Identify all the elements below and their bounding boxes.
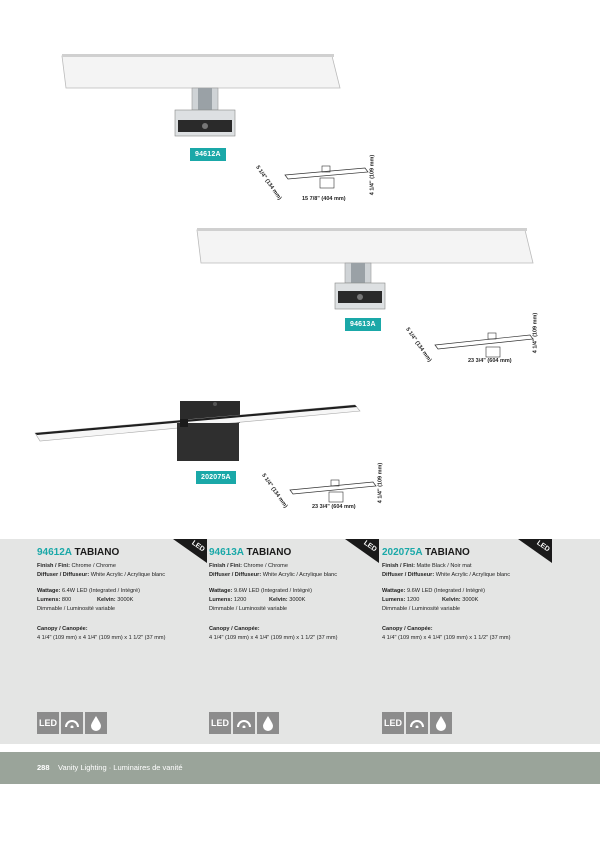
finish-line: [37, 563, 116, 569]
lumens-value: 1200: [233, 597, 247, 603]
lumens-line: [37, 597, 71, 603]
product-name: TABIANO: [74, 547, 120, 558]
feature-icons: [382, 712, 452, 734]
canopy-value: 4 1/4" (109 mm) x 4 1/4" (109 mm) x 1 1/2" (37 mm): [382, 635, 511, 641]
product-code: 94612A: [37, 547, 72, 558]
kelvin-line: [97, 597, 133, 603]
finish-line: [382, 563, 472, 569]
product-title: [382, 547, 470, 558]
spec-column-202075A: [382, 539, 552, 739]
lumens-value: 800: [61, 597, 72, 603]
led-corner-badge: [345, 539, 379, 563]
led-icon: LED: [37, 712, 59, 734]
black-vanity-light: [30, 395, 370, 465]
finish-line: [209, 563, 288, 569]
product-tag: 202075A: [196, 471, 236, 484]
damp-location-icon: [85, 712, 107, 734]
led-badge-text: LED: [190, 539, 206, 554]
led-icon: LED: [382, 712, 404, 734]
dimension-depth: 5 1/4" (134 mm): [404, 326, 433, 364]
page-number: 288: [37, 763, 50, 772]
canopy-label-text: Canopy / Canopée:: [382, 626, 433, 632]
diffuser-value: White Acrylic / Acrylique blanc: [90, 572, 166, 578]
canopy-label-text: Canopy / Canopée:: [209, 626, 260, 632]
wattage-value: 9.6W LED (Integrated / Intégré): [233, 588, 313, 594]
lumens-line: [209, 597, 246, 603]
kelvin-value: 3000K: [462, 597, 479, 603]
product-tag: 94613A: [345, 318, 381, 331]
lumens-value: 1200: [406, 597, 420, 603]
lumens-label: Lumens:: [209, 597, 233, 603]
dimension-width: 15 7/8" (404 mm): [302, 196, 346, 202]
canopy-value: 4 1/4" (109 mm) x 4 1/4" (109 mm) x 1 1/2" (37 mm): [37, 635, 166, 641]
dimension-width: 23 3/4" (604 mm): [468, 358, 512, 364]
product-title: [37, 547, 119, 558]
led-icon: LED: [209, 712, 231, 734]
product-title: [209, 547, 291, 558]
canopy-label: [382, 626, 433, 632]
led-badge-text: LED: [362, 539, 378, 554]
footer-bar: [0, 752, 600, 784]
spec-column-94612A: [37, 539, 207, 739]
product-name: TABIANO: [246, 547, 292, 558]
kelvin-label: Kelvin:: [97, 597, 116, 603]
finish-value: Chrome / Chrome: [243, 563, 288, 569]
lumens-label: Lumens:: [382, 597, 406, 603]
feature-icons: [37, 712, 107, 734]
kelvin-value: 3000K: [117, 597, 134, 603]
wattage-line: [209, 588, 312, 594]
diffuser-value: White Acrylic / Acrylique blanc: [262, 572, 338, 578]
dimension-width: 23 3/4" (604 mm): [312, 504, 356, 510]
canopy-label: [209, 626, 260, 632]
kelvin-label: Kelvin:: [269, 597, 288, 603]
led-badge-text: LED: [535, 539, 551, 554]
dimension-depth: 5 1/4" (134 mm): [260, 472, 289, 510]
spec-column-94613A: [209, 539, 379, 739]
kelvin-value: 3000K: [289, 597, 306, 603]
wattage-line: [37, 588, 140, 594]
finish-value: Matte Black / Noir mat: [416, 563, 472, 569]
diffuser-line: [382, 572, 510, 578]
dimmable-text: Dimmable / Luminosité variable: [37, 606, 116, 612]
finish-label: Finish / Fini:: [209, 563, 242, 569]
finish-label: Finish / Fini:: [382, 563, 415, 569]
dimmable-icon: [61, 712, 83, 734]
diffuser-line: [37, 572, 165, 578]
wattage-line: [382, 588, 485, 594]
diffuser-value: White Acrylic / Acrylique blanc: [435, 572, 511, 578]
canopy-value: 4 1/4" (109 mm) x 4 1/4" (109 mm) x 1 1/2" (37 mm): [209, 635, 338, 641]
dimmable-icon: [233, 712, 255, 734]
footer-section-title: Vanity Lighting · Luminaires de vanité: [58, 763, 183, 772]
damp-location-icon: [257, 712, 279, 734]
product-image-94613A: [195, 225, 540, 315]
wattage-label: Wattage:: [209, 588, 233, 594]
led-corner-badge: [173, 539, 207, 563]
product-name: TABIANO: [425, 547, 470, 558]
wattage-label: Wattage:: [37, 588, 61, 594]
kelvin-line: [442, 597, 478, 603]
canopy-label-text: Canopy / Canopée:: [37, 626, 88, 632]
dimension-height: 4 1/4" (109 mm): [377, 462, 384, 504]
diffuser-label: Diffuser / Diffuseur:: [37, 572, 90, 578]
lumens-label: Lumens:: [37, 597, 61, 603]
product-tag: 94612A: [190, 148, 226, 161]
damp-location-icon: [430, 712, 452, 734]
wattage-value: 6.4W LED (Integrated / Intégré): [61, 588, 141, 594]
kelvin-label: Kelvin:: [442, 597, 461, 603]
kelvin-line: [269, 597, 305, 603]
lumens-line: [382, 597, 419, 603]
dimension-depth: 5 1/4" (134 mm): [254, 164, 283, 202]
dimmable-text: Dimmable / Luminosité variable: [209, 606, 288, 612]
wattage-value: 9.6W LED (Integrated / Intégré): [406, 588, 486, 594]
wattage-label: Wattage:: [382, 588, 406, 594]
led-corner-badge: [518, 539, 552, 563]
product-code: 202075A: [382, 547, 423, 558]
dimmable-text: Dimmable / Luminosité variable: [382, 606, 461, 612]
dimension-drawing: [285, 472, 385, 508]
product-code: 94613A: [209, 547, 244, 558]
chrome-vanity-light-large: [195, 225, 540, 315]
line-drawing-light-side-view: [285, 472, 385, 508]
product-image-94612A: [60, 48, 350, 143]
diffuser-label: Diffuser / Diffuseur:: [209, 572, 262, 578]
dimmable-icon: [406, 712, 428, 734]
canopy-label: [37, 626, 88, 632]
product-image-202075A: [30, 395, 370, 465]
diffuser-label: Diffuser / Diffuseur:: [382, 572, 435, 578]
diffuser-line: [209, 572, 337, 578]
dimension-height: 4 1/4" (109 mm): [369, 154, 376, 196]
dimension-height: 4 1/4" (109 mm): [532, 312, 539, 354]
finish-value: Chrome / Chrome: [71, 563, 116, 569]
finish-label: Finish / Fini:: [37, 563, 70, 569]
feature-icons: [209, 712, 279, 734]
chrome-vanity-light-small: [60, 48, 350, 143]
